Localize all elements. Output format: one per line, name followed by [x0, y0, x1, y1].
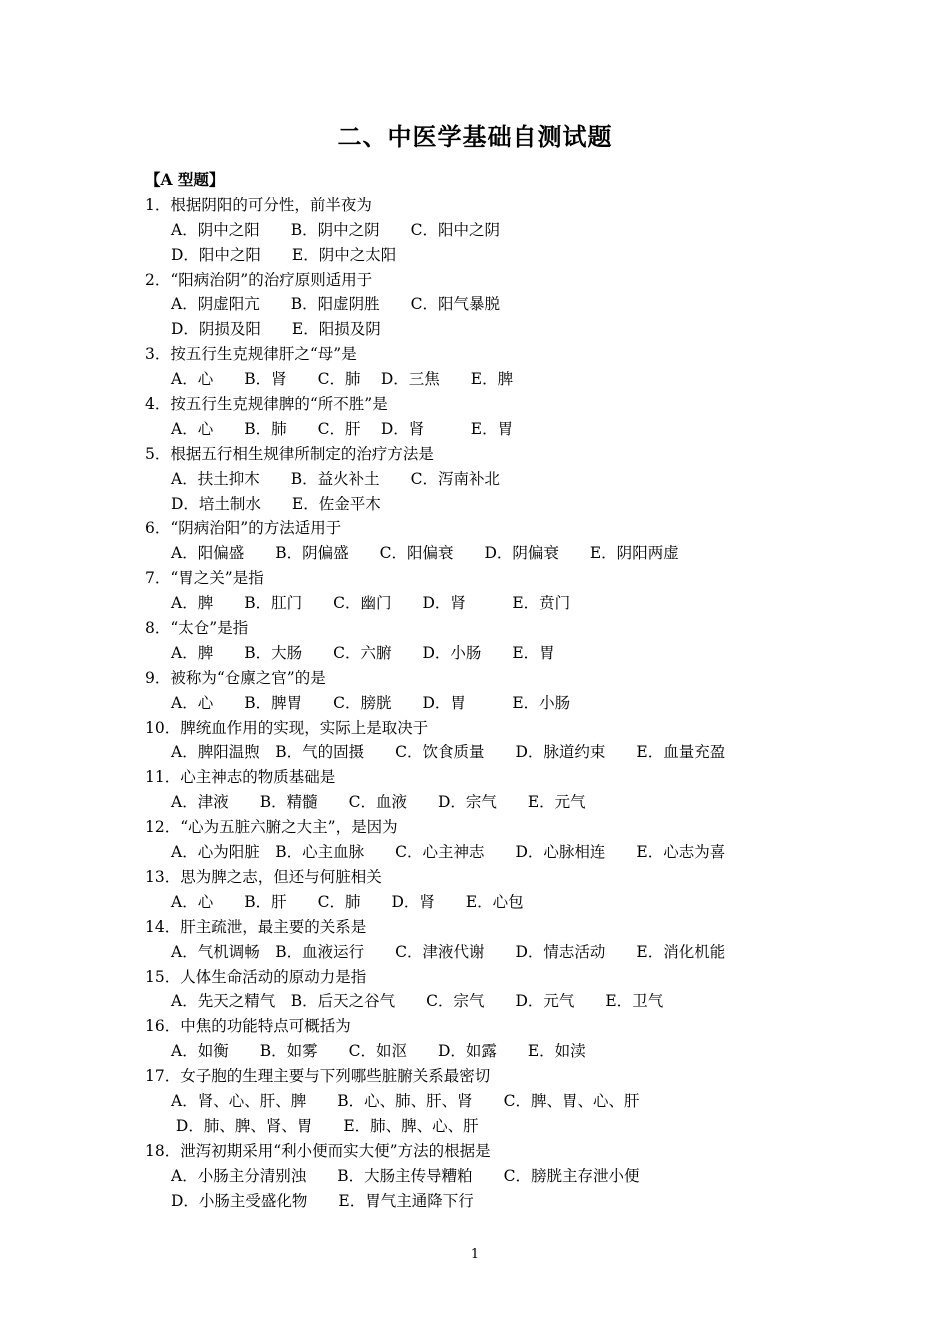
answer-options: A．气机调畅 B．血液运行 C．津液代谢 D．情志活动 E．消化机能 [171, 942, 726, 961]
answer-options: A．如衡 B．如雾 C．如沤 D．如露 E．如渎 [171, 1042, 586, 1061]
answer-options: A．阴虚阳亢 B．阳虚阴胜 C．阳气暴脱 [171, 295, 500, 314]
answer-options: A．小肠主分清别浊 B．大肠主传导糟粕 C．膀胱主存泄小便 [171, 1166, 640, 1185]
answer-options: A．脾阳温煦 B．气的固摄 C．饮食质量 D．脉道约束 E．血量充盈 [171, 743, 726, 762]
question-list [145, 168, 825, 1213]
question-stem: 4．按五行生克规律脾的“所不胜”是 [145, 395, 388, 414]
question-stem: 9．被称为“仓廪之官”的是 [145, 668, 326, 687]
page-number: 1 [470, 1247, 480, 1262]
answer-options: A．阳偏盛 B．阴偏盛 C．阳偏衰 D．阴偏衰 E．阴阳两虚 [171, 544, 679, 563]
page-title: 二、中医学基础自测试题 [337, 123, 613, 151]
answer-options: A．肾、心、肝、脾 B．心、肺、肝、肾 C．脾、胃、心、肝 [171, 1091, 640, 1110]
answer-options: D．肺、脾、肾、胃 E．肺、脾、心、肝 [171, 1116, 479, 1135]
question-stem: 14．肝主疏泄，最主要的关系是 [145, 917, 367, 936]
question-lines [145, 193, 825, 1214]
answer-options: D．培土制水 E．佐金平木 [171, 494, 381, 513]
answer-options: A．脾 B．大肠 C．六腑 D．小肠 E．胃 [171, 643, 555, 662]
answer-options: D．阴损及阳 E．阳损及阴 [171, 320, 381, 339]
answer-options: D．阳中之阳 E．阴中之太阳 [171, 245, 397, 264]
question-stem: 6．“阴病治阳”的方法适用于 [145, 519, 342, 538]
question-stem: 11．心主神志的物质基础是 [145, 768, 336, 787]
answer-options: A．先天之精气 B．后天之谷气 C．宗气 D．元气 E．卫气 [171, 992, 664, 1011]
answer-options: A．心 B．肾 C．肺 D．三焦 E．脾 [171, 370, 514, 389]
answer-options: A．心 B．肝 C．肺 D．肾 E．心包 [171, 892, 524, 911]
question-stem: 8．“太仓”是指 [145, 619, 249, 638]
question-stem: 7．“胃之关”是指 [145, 569, 264, 588]
section-label: 【A 型题】 [145, 170, 225, 189]
answer-options: A．心 B．肺 C．肝 D．肾 E．胃 [171, 419, 514, 438]
question-stem: 2．“阳病治阴”的治疗原则适用于 [145, 270, 373, 289]
question-stem: 1．根据阴阳的可分性，前半夜为 [145, 195, 372, 214]
answer-options: D．小肠主受盛化物 E．胃气主通降下行 [171, 1191, 474, 1210]
question-stem: 13．思为脾之志，但还与何脏相关 [145, 867, 382, 886]
question-stem: 15．人体生命活动的原动力是指 [145, 967, 367, 986]
question-stem: 18．泄泻初期采用“利小便而实大便”方法的根据是 [145, 1141, 491, 1160]
question-stem: 16．中焦的功能特点可概括为 [145, 1017, 351, 1036]
question-stem: 5．根据五行相生规律所制定的治疗方法是 [145, 444, 434, 463]
answer-options: A．心为阳脏 B．心主血脉 C．心主神志 D．心脉相连 E．心志为喜 [171, 843, 726, 862]
answer-options: A．脾 B．肛门 C．幽门 D．肾 E．贲门 [171, 594, 571, 613]
answer-options: A．心 B．脾胃 C．膀胱 D．胃 E．小肠 [171, 693, 571, 712]
question-stem: 3．按五行生克规律肝之“母”是 [145, 345, 357, 364]
question-stem: 12．“心为五脏六腑之大主”，是因为 [145, 818, 398, 837]
answer-options: A．阴中之阳 B．阴中之阴 C．阳中之阴 [171, 220, 500, 239]
question-stem: 17．女子胞的生理主要与下列哪些脏腑关系最密切 [145, 1067, 491, 1086]
answer-options: A．扶土抑木 B．益火补土 C．泻南补北 [171, 469, 500, 488]
answer-options: A．津液 B．精髓 C．血液 D．宗气 E．元气 [171, 793, 586, 812]
question-stem: 10．脾统血作用的实现，实际上是取决于 [145, 718, 429, 737]
